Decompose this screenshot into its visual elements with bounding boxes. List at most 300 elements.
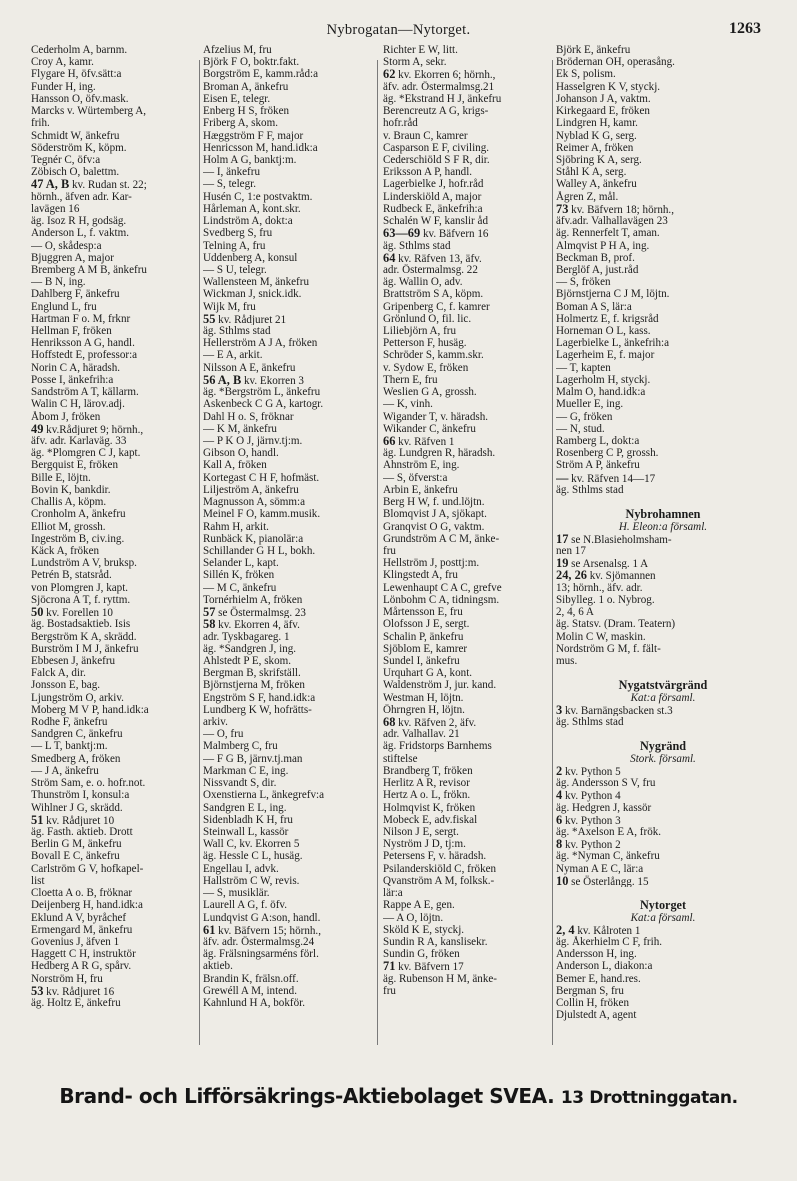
directory-entry bbox=[383, 325, 550, 337]
directory-entry bbox=[203, 777, 373, 789]
entry-text: — G, fröken bbox=[556, 410, 613, 423]
directory-entry bbox=[203, 362, 373, 374]
entry-text: Bergquist E, fröken bbox=[31, 459, 118, 472]
entry-text: Beckman B, prof. bbox=[556, 251, 635, 264]
directory-entry bbox=[383, 838, 550, 850]
directory-entry bbox=[203, 240, 373, 252]
directory-entry bbox=[31, 973, 198, 985]
entry-text: Storm A, sekr. bbox=[383, 56, 447, 69]
entry-text: Grewéll A M, intend. bbox=[203, 984, 297, 997]
entry-text: Norström H, fru bbox=[31, 972, 103, 985]
directory-entry bbox=[556, 802, 770, 814]
directory-entry bbox=[203, 374, 373, 386]
entry-text: Kortegast C H F, hofmäst. bbox=[203, 471, 320, 484]
entry-text: Lundström A V, bruksp. bbox=[31, 557, 137, 570]
directory-entry bbox=[556, 765, 770, 777]
entry-text: Hellström J, posttj:m. bbox=[383, 557, 480, 570]
entry-text: kv. Bäfvern 18; hörnh., bbox=[568, 203, 674, 216]
entry-text: Lönbohm C A, tidningsm. bbox=[383, 593, 500, 606]
directory-entry bbox=[383, 362, 550, 374]
directory-entry bbox=[31, 154, 198, 166]
directory-entry bbox=[383, 423, 550, 435]
street-heading: Nybrohamnen bbox=[625, 508, 701, 521]
entry-text: äg. Andersson S V, fru bbox=[556, 777, 656, 790]
directory-entry bbox=[31, 618, 198, 630]
directory-entry bbox=[203, 81, 373, 93]
directory-entry bbox=[31, 887, 198, 899]
entry-text: Nordström G M, f. fält- bbox=[556, 642, 661, 655]
entry-text: Sjöbring K A, serg. bbox=[556, 153, 642, 166]
entry-text: Hæggström F F, major bbox=[203, 129, 304, 142]
directory-entry bbox=[31, 692, 198, 704]
street-heading: Nygränd bbox=[639, 740, 687, 753]
entry-text: äg. *Nyman C, änkefru bbox=[556, 850, 660, 863]
directory-entry bbox=[383, 93, 550, 105]
directory-entry bbox=[383, 912, 550, 924]
entry-text: Haggett C H, instruktör bbox=[31, 948, 136, 961]
directory-entry bbox=[203, 985, 373, 997]
directory-entry bbox=[203, 276, 373, 288]
entry-text: äg. Rennerfelt T, aman. bbox=[556, 227, 660, 240]
directory-entry bbox=[31, 349, 198, 361]
entry-text: — S, telegr. bbox=[203, 178, 256, 191]
directory-entry bbox=[203, 924, 373, 936]
entry-text: Brandin K, frälsn.off. bbox=[203, 972, 299, 985]
entry-text: Qvanström A M, folksk.- bbox=[383, 874, 495, 887]
house-number: 68 bbox=[383, 716, 396, 729]
entry-text: Brödernan OH, operasång. bbox=[556, 56, 675, 69]
entry-text: Grönlund O, fil. lic. bbox=[383, 312, 472, 325]
entry-text: Olofsson J E, sergt. bbox=[383, 618, 470, 631]
directory-entry bbox=[203, 631, 373, 643]
directory-entry bbox=[383, 631, 550, 643]
directory-entry bbox=[203, 178, 373, 190]
directory-entry bbox=[31, 863, 198, 875]
directory-entry bbox=[31, 936, 198, 948]
directory-entry bbox=[556, 374, 770, 386]
directory-entry bbox=[203, 288, 373, 300]
directory-entry bbox=[31, 740, 198, 752]
entry-text: fru bbox=[383, 984, 396, 997]
directory-entry bbox=[31, 667, 198, 679]
directory-entry bbox=[31, 533, 198, 545]
directory-entry bbox=[383, 398, 550, 410]
directory-entry bbox=[203, 960, 373, 972]
entry-text: Ståhl K A, serg. bbox=[556, 166, 627, 179]
directory-entry bbox=[203, 411, 373, 423]
entry-text: Anderson L, f. vaktm. bbox=[31, 227, 129, 240]
directory-entry bbox=[383, 618, 550, 630]
entry-text: Cederholm A, barnm. bbox=[31, 44, 128, 56]
entry-text: Nyman A E C, lär:a bbox=[556, 862, 644, 875]
directory-entry bbox=[556, 142, 770, 154]
entry-text: äfv.adr. Valhallavägen 23 bbox=[556, 215, 668, 228]
entry-text: Thunström I, konsul:a bbox=[31, 789, 130, 802]
directory-entry bbox=[383, 655, 550, 667]
directory-entry bbox=[203, 545, 373, 557]
parish-subheading: Kat:a församl. bbox=[630, 691, 696, 704]
directory-entry bbox=[203, 484, 373, 496]
directory-entry bbox=[203, 191, 373, 203]
banner-company: Brand- och Lifförsäkrings-Aktiebolaget SVEA. bbox=[59, 1084, 555, 1108]
directory-column-3 bbox=[383, 44, 550, 1049]
entry-text: se N.Blasieholmsham- bbox=[568, 533, 672, 545]
entry-text: kv. Ekorren 6; hörnh., bbox=[395, 69, 496, 81]
entry-text: Nilsson A E, änkefru bbox=[203, 361, 296, 374]
directory-entry bbox=[556, 582, 770, 594]
directory-entry bbox=[556, 44, 770, 56]
entry-text: — B N, ing. bbox=[31, 276, 86, 289]
directory-entry bbox=[203, 679, 373, 691]
directory-entry bbox=[203, 875, 373, 887]
directory-entry bbox=[31, 313, 198, 325]
entry-text: Åbom J, fröken bbox=[31, 410, 101, 423]
entry-text: Cloetta A o. B, fröknar bbox=[31, 887, 133, 900]
directory-entry bbox=[556, 997, 770, 1009]
directory-entry bbox=[556, 484, 770, 496]
directory-entry bbox=[203, 313, 373, 325]
directory-entry bbox=[203, 533, 373, 545]
directory-entry bbox=[203, 44, 373, 56]
entry-text: Elliot M, grossh. bbox=[31, 520, 106, 533]
directory-entry bbox=[556, 655, 770, 667]
directory-entry bbox=[203, 826, 373, 838]
directory-entry bbox=[556, 533, 770, 545]
entry-text: Thern E, fru bbox=[383, 373, 438, 386]
entry-text: Mobeck E, adv.fiskal bbox=[383, 813, 478, 826]
entry-text: hörnh., äfven adr. Kar- bbox=[31, 190, 132, 203]
directory-entry bbox=[203, 154, 373, 166]
directory-entry bbox=[31, 728, 198, 740]
directory-entry bbox=[203, 655, 373, 667]
entry-text: Mueller E, ing. bbox=[556, 398, 624, 411]
entry-text: Berlin G M, änkefru bbox=[31, 838, 122, 851]
directory-entry bbox=[31, 105, 198, 117]
directory-entry bbox=[556, 435, 770, 447]
entry-text: Kahnlund H A, bokför. bbox=[203, 997, 305, 1010]
house-number: 10 bbox=[556, 874, 569, 888]
entry-text: Lundqvist G A:son, handl. bbox=[203, 911, 321, 924]
entry-text: v. Sydow E, fröken bbox=[383, 361, 469, 374]
directory-entry bbox=[383, 521, 550, 533]
directory-entry bbox=[383, 667, 550, 679]
entry-text: list bbox=[31, 874, 45, 887]
entry-text: — K, vinh. bbox=[383, 398, 433, 411]
entry-text: Bergman S, fru bbox=[556, 984, 624, 997]
directory-entry bbox=[203, 973, 373, 985]
directory-entry bbox=[556, 948, 770, 960]
entry-text: Hedberg A R G, spårv. bbox=[31, 960, 132, 973]
entry-text: kv. Python 3 bbox=[562, 814, 621, 826]
entry-text: kv.Rådjuret 9; hörnh., bbox=[43, 423, 144, 435]
entry-text: Oxenstierna L, änkegrefv:a bbox=[203, 789, 325, 802]
entry-text: 2, 4, 6 A bbox=[556, 606, 594, 619]
entry-text: äg. Frälsningsarméns förl. bbox=[203, 948, 319, 961]
directory-entry bbox=[31, 117, 198, 129]
house-number: 49 bbox=[31, 422, 44, 435]
directory-entry bbox=[383, 850, 550, 862]
directory-entry bbox=[383, 386, 550, 398]
entry-text: Friberg A, skom. bbox=[203, 117, 278, 130]
entry-text: Sandström A T, källarm. bbox=[31, 386, 139, 399]
entry-text: Ahlstedt P E, skom. bbox=[203, 654, 292, 667]
directory-entry bbox=[556, 887, 770, 899]
entry-text: Markman C E, ing. bbox=[203, 764, 289, 777]
entry-text: Grundström A C M, änke- bbox=[383, 532, 500, 545]
entry-text: lär:a bbox=[383, 887, 403, 900]
entry-text: äg. *Bergström L, änkefru bbox=[203, 386, 321, 399]
entry-text: äg. *Plomgren C J, kapt. bbox=[31, 447, 141, 460]
directory-entry bbox=[203, 130, 373, 142]
directory-entry bbox=[31, 81, 198, 93]
directory-entry bbox=[31, 912, 198, 924]
entry-text: kv. Forellen 10 bbox=[43, 607, 113, 619]
entry-text: Jonsson E, bag. bbox=[31, 679, 101, 692]
directory-entry bbox=[556, 81, 770, 93]
directory-entry bbox=[203, 582, 373, 594]
entry-text: Blomqvist J A, sjökapt. bbox=[383, 508, 487, 521]
entry-text: Lagerbielke J, hofr.råd bbox=[383, 178, 484, 191]
entry-text: Ljungström O, arkiv. bbox=[31, 691, 124, 704]
house-number: 4 bbox=[556, 789, 563, 802]
entry-text: adr. Tyskbagareg. 1 bbox=[203, 630, 290, 643]
directory-entry bbox=[203, 398, 373, 410]
directory-entry bbox=[203, 850, 373, 862]
directory-entry bbox=[203, 606, 373, 618]
entry-text: fru bbox=[383, 544, 396, 557]
directory-entry bbox=[203, 618, 373, 630]
directory-entry bbox=[383, 924, 550, 936]
directory-entry bbox=[383, 68, 550, 80]
directory-entry bbox=[31, 142, 198, 154]
entry-text: kv. Kålroten 1 bbox=[574, 924, 641, 936]
entry-text: nen 17 bbox=[556, 544, 586, 557]
entry-text: Wallensteen M, änkefru bbox=[203, 276, 309, 289]
directory-entry bbox=[31, 459, 198, 471]
directory-entry bbox=[556, 252, 770, 264]
directory-entry bbox=[203, 435, 373, 447]
directory-entry bbox=[383, 459, 550, 471]
directory-entry bbox=[203, 349, 373, 361]
directory-entry bbox=[383, 875, 550, 887]
directory-entry bbox=[203, 667, 373, 679]
directory-entry bbox=[31, 203, 198, 215]
entry-text: Englund L, fru bbox=[31, 300, 97, 313]
directory-entry bbox=[556, 545, 770, 557]
directory-entry bbox=[31, 948, 198, 960]
directory-entry bbox=[556, 557, 770, 569]
directory-entry bbox=[383, 105, 550, 117]
directory-entry bbox=[31, 569, 198, 581]
directory-entry bbox=[383, 117, 550, 129]
house-number: 47 A, B bbox=[31, 178, 70, 191]
directory-entry bbox=[383, 349, 550, 361]
directory-entry bbox=[556, 264, 770, 276]
directory-entry bbox=[203, 521, 373, 533]
entry-text: — S, musiklär. bbox=[203, 887, 270, 900]
entry-text: Henriksson A G, handl. bbox=[31, 337, 135, 350]
directory-entry bbox=[556, 875, 770, 887]
entry-text: kv. Python 2 bbox=[562, 839, 621, 851]
directory-entry bbox=[383, 203, 550, 215]
entry-text: äg. Bostadsaktieb. Isis bbox=[31, 618, 131, 631]
entry-text: Henricsson M, hand.idk:a bbox=[203, 141, 318, 154]
entry-text: Gripenberg C, f. kamrer bbox=[383, 300, 490, 313]
entry-text: Wihlner J G, skrädd. bbox=[31, 801, 123, 814]
directory-entry bbox=[383, 496, 550, 508]
directory-entry bbox=[31, 704, 198, 716]
entry-text: Ebbesen J, änkefru bbox=[31, 654, 116, 667]
directory-entry bbox=[31, 191, 198, 203]
directory-entry bbox=[383, 582, 550, 594]
directory-entry bbox=[31, 643, 198, 655]
directory-entry bbox=[203, 569, 373, 581]
entry-text: lavägen 16 bbox=[31, 202, 80, 215]
entry-text: Govenius J, äfven 1 bbox=[31, 935, 120, 948]
directory-entry bbox=[203, 337, 373, 349]
entry-text: Posse I, änkefrih:a bbox=[31, 373, 114, 386]
directory-entry bbox=[556, 631, 770, 643]
directory-entry bbox=[31, 447, 198, 459]
directory-entry bbox=[31, 215, 198, 227]
directory-entry bbox=[556, 411, 770, 423]
directory-entry bbox=[31, 521, 198, 533]
entry-text: Cederschiöld S F R, dir. bbox=[383, 153, 490, 166]
directory-entry bbox=[383, 777, 550, 789]
directory-entry bbox=[203, 93, 373, 105]
directory-entry bbox=[203, 252, 373, 264]
directory-entry bbox=[383, 973, 550, 985]
directory-entry bbox=[203, 166, 373, 178]
directory-entry bbox=[556, 398, 770, 410]
directory-entry bbox=[556, 814, 770, 826]
directory-entry bbox=[203, 325, 373, 337]
directory-entry bbox=[556, 337, 770, 349]
entry-text: äfv. adr. Karlaväg. 33 bbox=[31, 435, 127, 447]
entry-text: mus. bbox=[556, 654, 578, 667]
directory-entry bbox=[31, 753, 198, 765]
entry-text: — K M, änkefru bbox=[203, 422, 277, 435]
entry-text: Lindgren H, kamr. bbox=[556, 117, 638, 130]
entry-text: Linderskiöld A, major bbox=[383, 190, 482, 203]
directory-entry bbox=[383, 154, 550, 166]
entry-text: Lagerheim E, f. major bbox=[556, 349, 655, 362]
house-number: 57 bbox=[203, 606, 216, 619]
entry-text: Kall A, fröken bbox=[203, 459, 267, 472]
entry-text: Nyblad K G, serg. bbox=[556, 129, 637, 142]
column-divider bbox=[377, 60, 378, 1045]
entry-text: Walley A, änkefru bbox=[556, 178, 637, 191]
directory-entry bbox=[31, 899, 198, 911]
entry-text: stiftelse bbox=[383, 752, 418, 765]
entry-text: Broman A, änkefru bbox=[203, 80, 289, 93]
directory-entry bbox=[383, 826, 550, 838]
entry-text: Nilson J E, sergt. bbox=[383, 826, 459, 838]
entry-text: Urquhart G A, kont. bbox=[383, 667, 473, 680]
entry-text: Nyström J D, tj:m. bbox=[383, 838, 466, 851]
directory-entry bbox=[31, 875, 198, 887]
entry-text: se Östermalmsg. 23 bbox=[215, 607, 306, 619]
directory-entry bbox=[383, 692, 550, 704]
directory-entry bbox=[203, 936, 373, 948]
directory-entry bbox=[556, 643, 770, 655]
directory-entry bbox=[556, 973, 770, 985]
entry-text: Liljeström A, änkefru bbox=[203, 483, 299, 496]
entry-text: Wigander T, v. häradsh. bbox=[383, 410, 489, 423]
house-number: 64 bbox=[383, 251, 396, 264]
directory-entry bbox=[203, 68, 373, 80]
directory-entry bbox=[31, 337, 198, 349]
entry-text: — J A, änkefru bbox=[31, 764, 99, 777]
entry-text: Wickman J, snick.idk. bbox=[203, 288, 302, 301]
directory-entry bbox=[383, 215, 550, 227]
entry-text: Brattström S A, köpm. bbox=[383, 288, 484, 301]
directory-entry bbox=[383, 44, 550, 56]
directory-entry bbox=[383, 288, 550, 300]
entry-text: Enberg H S, fröken bbox=[203, 105, 290, 118]
entry-text: äg. *Axelson E A, frök. bbox=[556, 826, 662, 838]
entry-text: Söderström K, köpm. bbox=[31, 141, 127, 154]
entry-text: kv. Räfven 1 bbox=[395, 436, 455, 448]
directory-entry bbox=[203, 863, 373, 875]
entry-text: Schalén W F, kanslir åd bbox=[383, 215, 488, 228]
entry-text: kv. Rådjuret 16 bbox=[43, 985, 115, 998]
entry-text: Almqvist P H A, ing. bbox=[556, 239, 650, 252]
directory-entry bbox=[383, 301, 550, 313]
entry-text: Telning A, fru bbox=[203, 239, 266, 252]
directory-entry bbox=[556, 56, 770, 68]
entry-text: Eriksson A P, handl. bbox=[383, 166, 473, 179]
house-number: 63—69 bbox=[383, 227, 421, 240]
entry-text: — P K O J, järnv.tj:m. bbox=[203, 435, 303, 447]
directory-entry bbox=[556, 618, 770, 630]
directory-entry bbox=[31, 374, 198, 386]
house-number: 19 bbox=[556, 557, 569, 570]
directory-entry bbox=[383, 166, 550, 178]
entry-text: Hansson O, öfv.mask. bbox=[31, 92, 129, 105]
entry-text: Engellau I, advk. bbox=[203, 862, 279, 875]
entry-text: Hellman F, fröken bbox=[31, 325, 112, 338]
page-header bbox=[0, 22, 797, 42]
entry-text: Berg H W, f. und.löjtn. bbox=[383, 496, 485, 509]
directory-entry bbox=[383, 789, 550, 801]
entry-text: Sidenbladh K H, fru bbox=[203, 813, 293, 826]
directory-column-2 bbox=[203, 44, 373, 1049]
entry-text: Hoffstedt E, professor:a bbox=[31, 349, 138, 362]
directory-entry bbox=[203, 753, 373, 765]
house-number: 3 bbox=[556, 703, 563, 717]
directory-entry bbox=[203, 997, 373, 1009]
entry-text: Hertz A o. L, frökn. bbox=[383, 789, 471, 802]
entry-text: Berglöf A, just.råd bbox=[556, 263, 639, 276]
entry-text: Ingeström B, civ.ing. bbox=[31, 532, 125, 545]
entry-text: Sandgren E L, ing. bbox=[203, 801, 287, 814]
house-number: 2 bbox=[556, 764, 563, 778]
entry-text: Petersens F, v. häradsh. bbox=[383, 850, 487, 863]
entry-text: se Österlångg. 15 bbox=[568, 875, 649, 888]
directory-entry bbox=[31, 508, 198, 520]
directory-entry bbox=[383, 252, 550, 264]
entry-text: Ermengard M, änkefru bbox=[31, 923, 133, 936]
directory-entry bbox=[31, 582, 198, 594]
entry-text: Ström A P, änkefru bbox=[556, 459, 640, 472]
entry-text: äg. Sthlms stad bbox=[556, 716, 624, 729]
directory-entry bbox=[556, 728, 770, 740]
directory-entry bbox=[556, 826, 770, 838]
entry-text: äg. Wallin O, adv. bbox=[383, 276, 463, 289]
house-number: 17 bbox=[556, 532, 569, 545]
directory-entry bbox=[203, 496, 373, 508]
